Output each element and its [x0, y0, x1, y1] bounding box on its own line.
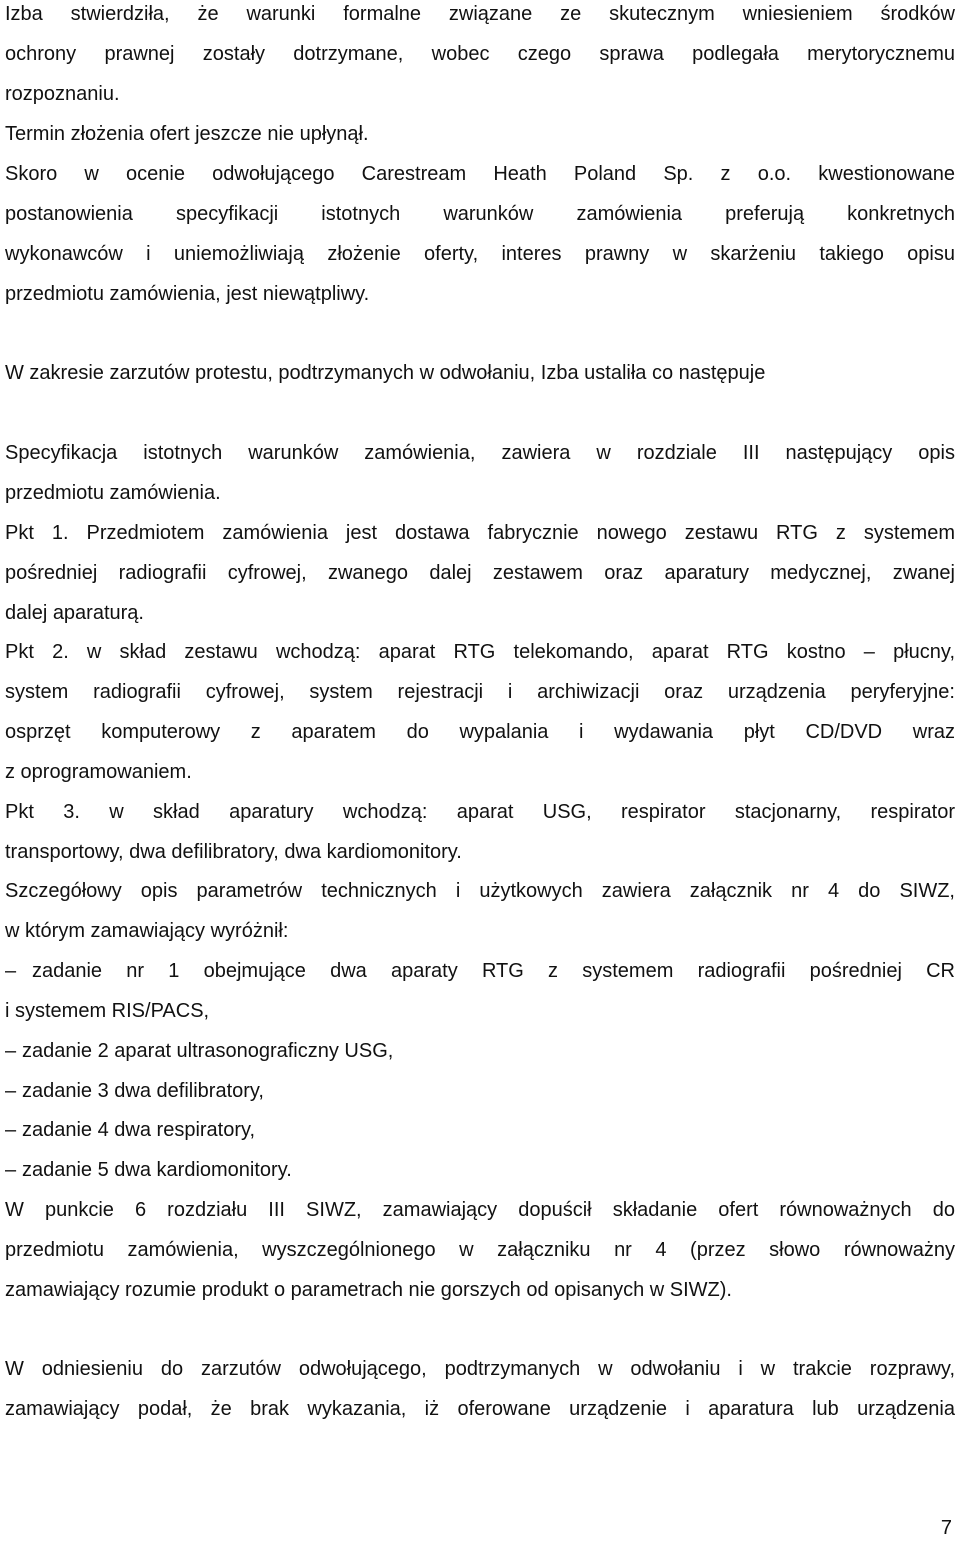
text-line: pośredniej radiografii cyfrowej, zwanego dalej zestawem oraz aparatury medycznej, zwanej — [5, 562, 955, 584]
text-line: Szczegółowy opis parametrów technicznych i użytkowych zawiera załącznik nr 4 do SIWZ, — [5, 880, 955, 902]
text-line: system radiografii cyfrowej, system rejestracji i archiwizacji oraz urządzenia peryferyjne: — [5, 681, 955, 703]
text-line: z oprogramowaniem. — [5, 761, 192, 783]
text-line: przedmiotu zamówienia. — [5, 482, 221, 504]
list-item: zadanie 2 aparat ultrasonograficzny USG, — [22, 1040, 394, 1062]
list-dash: – — [5, 1080, 17, 1102]
text-line: Pkt 1. Przedmiotem zamówienia jest dostawa fabrycznie nowego zestawu RTG z systemem — [5, 522, 955, 544]
text-line: Pkt 2. w skład zestawu wchodzą: aparat RTG telekomando, aparat RTG kostno – płucny, — [5, 641, 955, 663]
text-line: postanowienia specyfikacji istotnych warunków zamówienia preferują konkretnych — [5, 203, 955, 225]
text-line: Specyfikacja istotnych warunków zamówienia, zawiera w rozdziale III następujący opis — [5, 442, 955, 464]
list-dash: – — [5, 1159, 17, 1181]
list-item-continuation: i systemem RIS/PACS, — [5, 1000, 210, 1022]
text-line: rozpoznaniu. — [5, 83, 120, 105]
list-dash: – — [5, 1119, 17, 1141]
text-line: Skoro w ocenie odwołującego Carestream Heath Poland Sp. z o.o. kwestionowane — [5, 163, 955, 185]
text-line: dalej aparaturą. — [5, 602, 144, 624]
text-line: Pkt 3. w skład aparatury wchodzą: aparat USG, respirator stacjonarny, respirator — [5, 801, 955, 823]
text-line: przedmiotu zamówienia, wyszczególnionego w załączniku nr 4 (przez słowo równoważny — [5, 1239, 955, 1261]
text-line: wykonawców i uniemożliwiają złożenie oferty, interes prawny w skarżeniu takiego opisu — [5, 243, 955, 265]
text-line: osprzęt komputerowy z aparatem do wypalania i wydawania płyt CD/DVD wraz — [5, 721, 955, 743]
text-line: przedmiotu zamówienia, jest niewątpliwy. — [5, 283, 370, 305]
list-item: zadanie 4 dwa respiratory, — [22, 1119, 256, 1141]
text-line: zamawiający rozumie produkt o parametrach nie gorszych od opisanych w SIWZ). — [5, 1279, 732, 1301]
text-line: W zakresie zarzutów protestu, podtrzymanych w odwołaniu, Izba ustaliła co następuje — [5, 362, 766, 384]
text-line: W punkcie 6 rozdziału III SIWZ, zamawiający dopuścił składanie ofert równoważnych do — [5, 1199, 955, 1221]
list-dash: – — [5, 960, 17, 982]
list-dash: – — [5, 1040, 17, 1062]
text-line: w którym zamawiający wyróżnił: — [5, 920, 289, 942]
text-line: zamawiający podał, że brak wykazania, iż oferowane urządzenie i aparatura lub urządzenia — [5, 1398, 955, 1420]
text-line: ochrony prawnej zostały dotrzymane, wobec czego sprawa podlegała merytorycznemu — [5, 43, 955, 65]
text-line: Termin złożenia ofert jeszcze nie upłynął. — [5, 123, 369, 145]
list-item: zadanie 3 dwa defilibratory, — [22, 1080, 264, 1102]
text-line: transportowy, dwa defilibratory, dwa kardiomonitory. — [5, 841, 462, 863]
text-line: Izba stwierdziła, że warunki formalne związane ze skutecznym wniesieniem środków — [5, 3, 955, 25]
list-item: zadanie 5 dwa kardiomonitory. — [22, 1159, 292, 1181]
list-item: zadanie nr 1 obejmujące dwa aparaty RTG z systemem radiografii pośredniej CR — [32, 960, 955, 982]
text-line: W odniesieniu do zarzutów odwołującego, podtrzymanych w odwołaniu i w trakcie rozprawy, — [5, 1358, 955, 1380]
page-number: 7 — [940, 1517, 952, 1539]
